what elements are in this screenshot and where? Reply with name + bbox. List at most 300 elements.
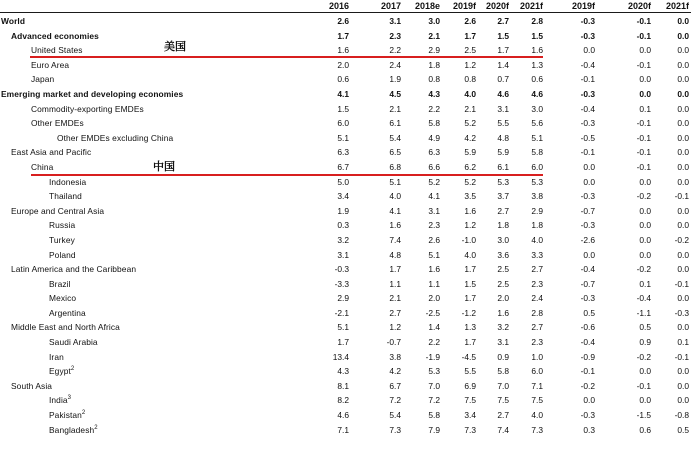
value-cell: 0.0 [677,45,689,56]
value-cell: -2.5 [425,307,440,318]
value-cell: -0.9 [580,351,595,362]
value-cell: -0.3 [580,293,595,304]
value-cell: 2.0 [337,59,349,70]
value-cell: 7.9 [428,424,440,435]
value-cell: 0.5 [583,307,595,318]
footnote-marker: 2 [94,424,98,431]
row-label-text: Argentina [49,307,86,318]
value-cell: 1.6 [337,45,349,56]
row-label [49,248,76,263]
value-cell: 1.4 [428,322,440,333]
value-cell: 1.7 [464,264,476,275]
value-cell: 0.1 [639,103,651,114]
value-cell: 2.9 [531,205,543,216]
table-header [0,0,691,13]
value-cell: -0.1 [636,132,651,143]
value-cell: 0.0 [677,74,689,85]
value-cell: 2.6 [428,234,440,245]
value-cell: 5.4 [389,410,401,421]
value-cell: 4.6 [497,88,509,99]
value-cell: 2.8 [531,307,543,318]
row-label [49,233,75,248]
value-cell: 2.2 [428,103,440,114]
column-header: 2021f [665,1,689,11]
value-cell: -0.1 [636,161,651,172]
value-cell: -0.3 [580,88,595,99]
value-cell: -1.2 [461,307,476,318]
value-cell: 2.3 [531,278,543,289]
value-cell: 4.3 [337,366,349,377]
value-cell: 4.8 [389,249,401,260]
value-cell: 7.5 [464,395,476,406]
row-label-text: Commodity-exporting EMDEs [31,103,144,114]
value-cell: -0.3 [580,410,595,421]
value-cell: -0.4 [580,59,595,70]
row-label-text: Saudi Arabia [49,337,98,348]
row-label-text: Europe and Central Asia [11,205,105,216]
value-cell: 0.0 [677,249,689,260]
value-cell: 5.0 [337,176,349,187]
china-highlight-line [31,174,543,176]
value-cell: 0.0 [677,220,689,231]
value-cell: 7.3 [464,424,476,435]
value-cell: 7.2 [428,395,440,406]
value-cell: 2.6 [337,16,349,26]
value-cell: 7.2 [389,395,401,406]
value-cell: 1.7 [337,30,349,41]
value-cell: 6.0 [531,366,543,377]
value-cell: -0.1 [636,30,651,41]
row-label-text: Euro Area [31,59,70,70]
value-cell: 2.0 [497,293,509,304]
value-cell: 5.1 [337,132,349,143]
value-cell: -0.1 [636,59,651,70]
value-cell: 4.6 [337,410,349,421]
value-cell: 0.0 [677,16,689,26]
value-cell: 0.0 [639,74,651,85]
value-cell: 1.1 [389,278,401,289]
footnote-marker: 3 [67,395,72,402]
row-label-text: Russia [49,220,76,231]
value-cell: 4.6 [531,88,543,99]
row-label-text: World [1,16,26,26]
value-cell: 3.1 [337,249,349,260]
value-cell: -0.3 [580,118,595,129]
column-header: 2019f [571,1,595,11]
value-cell: 2.7 [497,16,509,26]
value-cell: 1.4 [497,59,509,70]
row-label [49,189,82,204]
row-label-text: South Asia [11,380,53,391]
row-label-text: China [31,161,54,172]
value-cell: 7.5 [497,395,509,406]
value-cell: 5.2 [464,176,476,187]
value-cell: 5.1 [428,249,440,260]
value-cell: -0.7 [580,278,595,289]
table-row [0,58,691,73]
value-cell: 2.1 [389,103,401,114]
row-label-text: Poland [49,249,76,260]
value-cell: 4.0 [531,234,543,245]
value-cell: 0.0 [677,205,689,216]
row-label-text: India [49,395,68,406]
row-label [11,29,99,44]
value-cell: 4.2 [464,132,476,143]
value-cell: 0.5 [639,322,651,333]
table-row [0,102,691,117]
value-cell: 0.0 [639,249,651,260]
value-cell: -0.1 [636,118,651,129]
table-row [0,262,691,277]
value-cell: 1.6 [497,307,509,318]
value-cell: 5.6 [531,118,543,129]
value-cell: 0.0 [677,322,689,333]
value-cell: 1.7 [337,337,349,348]
table-row [0,72,691,87]
row-label-text: Other EMDEs [31,118,84,129]
row-label-text: Japan [31,74,55,85]
value-cell: 1.8 [428,59,440,70]
row-label-text: Emerging market and developing economies [1,88,184,99]
value-cell: -0.2 [580,380,595,391]
table-row [0,248,691,263]
row-label [49,350,64,365]
value-cell: 3.1 [497,103,509,114]
value-cell: 5.8 [428,410,440,421]
value-cell: 6.3 [337,147,349,158]
value-cell: 1.6 [531,45,543,56]
value-cell: 3.3 [531,249,543,260]
value-cell: 3.4 [337,191,349,202]
table-row [0,408,691,423]
value-cell: 6.0 [531,161,543,172]
value-cell: 1.7 [464,337,476,348]
value-cell: -1.1 [636,307,651,318]
row-label-text: Iran [49,351,64,362]
value-cell: 2.7 [497,410,509,421]
value-cell: 0.0 [639,220,651,231]
value-cell: 5.8 [428,118,440,129]
value-cell: 2.7 [389,307,401,318]
row-label [57,131,173,146]
row-label-text: Other EMDEs excluding China [57,132,174,143]
value-cell: 8.2 [337,395,349,406]
value-cell: 2.9 [428,45,440,56]
value-cell: 4.2 [389,366,401,377]
row-label-text: Latin America and the Caribbean [11,264,137,275]
value-cell: 0.0 [639,234,651,245]
row-label [1,14,25,29]
row-label-text: Advanced economies [11,30,99,41]
value-cell: 4.5 [389,88,401,99]
column-header: 2018e [414,1,440,11]
value-cell: -0.3 [580,16,595,26]
value-cell: 3.2 [337,234,349,245]
value-cell: 2.7 [531,322,543,333]
value-cell: 0.0 [583,161,595,172]
value-cell: 0.0 [583,176,595,187]
value-cell: 1.3 [464,322,476,333]
row-label-text: Middle East and North Africa [11,322,120,333]
column-header: 2020f [485,1,509,11]
value-cell: 0.0 [677,395,689,406]
value-cell: 7.4 [497,424,509,435]
value-cell: -0.3 [580,191,595,202]
table-row [0,14,691,29]
row-label [49,393,71,408]
value-cell: 2.1 [389,293,401,304]
row-label-text: Indonesia [49,176,87,187]
value-cell: 1.6 [428,264,440,275]
value-cell: 3.0 [497,234,509,245]
us-annotation: 美国 [164,40,186,53]
column-header: 2016 [328,1,349,11]
value-cell: 3.8 [531,191,543,202]
value-cell: -0.2 [636,191,651,202]
value-cell: 1.7 [464,293,476,304]
value-cell: 6.9 [464,380,476,391]
table-row [0,29,691,44]
row-label-text: Bangladesh [49,424,95,435]
value-cell: 1.5 [497,30,509,41]
row-label-text: Turkey [49,234,75,245]
us-highlight-line [30,56,543,58]
value-cell: 2.1 [428,30,440,41]
table-row [0,116,691,131]
value-cell: 2.2 [428,337,440,348]
value-cell: 2.7 [497,205,509,216]
value-cell: 0.6 [639,424,651,435]
value-cell: 5.8 [531,147,543,158]
value-cell: -0.7 [580,205,595,216]
row-label [11,204,104,219]
row-label-text: Brazil [49,278,71,289]
footnote-marker: 2 [70,366,75,373]
china-annotation: 中国 [153,160,175,173]
value-cell: 0.0 [583,45,595,56]
value-cell: 0.0 [677,147,689,158]
value-cell: -0.2 [636,351,651,362]
value-cell: 6.8 [389,161,401,172]
value-cell: 2.8 [531,16,543,26]
table-row [0,175,691,190]
value-cell: 0.0 [583,249,595,260]
value-cell: -0.8 [674,410,689,421]
row-label [31,72,54,87]
value-cell: 5.1 [337,322,349,333]
row-label [49,291,76,306]
value-cell: 4.0 [464,249,476,260]
value-cell: 4.9 [428,132,440,143]
value-cell: -0.1 [674,351,689,362]
table-row [0,145,691,160]
value-cell: 1.7 [497,45,509,56]
value-cell: 4.0 [389,191,401,202]
value-cell: 0.9 [639,337,651,348]
value-cell: 3.4 [464,410,476,421]
value-cell: 2.4 [531,293,543,304]
row-label [1,87,183,102]
value-cell: 0.0 [639,395,651,406]
value-cell: 5.2 [428,176,440,187]
value-cell: 0.0 [639,176,651,187]
value-cell: 1.5 [531,30,543,41]
value-cell: 0.9 [497,351,509,362]
value-cell: -1.9 [425,351,440,362]
value-cell: 5.9 [497,147,509,158]
table-row [0,204,691,219]
table-row [0,291,691,306]
row-label [11,320,120,335]
value-cell: 4.0 [464,88,476,99]
value-cell: -2.6 [580,234,595,245]
row-label [49,408,85,423]
value-cell: 8.1 [337,380,349,391]
value-cell: -0.6 [580,322,595,333]
value-cell: 0.0 [583,395,595,406]
value-cell: -0.4 [580,337,595,348]
value-cell: -0.4 [580,264,595,275]
value-cell: 13.4 [332,351,349,362]
value-cell: 1.7 [464,30,476,41]
value-cell: -0.2 [636,264,651,275]
table-row [0,87,691,102]
value-cell: 1.2 [464,59,476,70]
value-cell: 6.3 [428,147,440,158]
value-cell: 0.3 [337,220,349,231]
value-cell: -0.7 [386,337,401,348]
value-cell: 5.3 [428,366,440,377]
value-cell: 2.3 [531,337,543,348]
value-cell: 0.0 [677,161,689,172]
value-cell: 0.0 [677,30,689,41]
value-cell: 0.6 [337,74,349,85]
row-label [31,58,69,73]
value-cell: 5.2 [464,118,476,129]
value-cell: 4.1 [389,205,401,216]
value-cell: 1.5 [464,278,476,289]
value-cell: 2.1 [464,103,476,114]
value-cell: -0.2 [674,234,689,245]
value-cell: 3.1 [389,16,401,26]
row-label-text: East Asia and Pacific [11,147,92,158]
value-cell: 4.1 [428,191,440,202]
row-label [49,277,71,292]
table-row [0,364,691,379]
value-cell: -0.1 [636,16,651,26]
value-cell: 5.3 [497,176,509,187]
value-cell: 2.6 [464,16,476,26]
column-header: 2019f [452,1,476,11]
value-cell: 3.5 [464,191,476,202]
value-cell: 7.5 [531,395,543,406]
value-cell: -0.1 [636,147,651,158]
value-cell: -0.1 [580,74,595,85]
value-cell: 3.6 [497,249,509,260]
table-row [0,379,691,394]
row-label-text: Thailand [49,191,82,202]
value-cell: -0.3 [580,30,595,41]
value-cell: -0.3 [580,220,595,231]
value-cell: -1.0 [461,234,476,245]
value-cell: -0.5 [580,132,595,143]
value-cell: 1.1 [428,278,440,289]
value-cell: 3.1 [428,205,440,216]
value-cell: 0.8 [464,74,476,85]
value-cell: 0.1 [639,278,651,289]
value-cell: 2.5 [497,278,509,289]
value-cell: 2.7 [531,264,543,275]
value-cell: -0.1 [636,380,651,391]
value-cell: 7.0 [497,380,509,391]
value-cell: 6.2 [464,161,476,172]
value-cell: 6.1 [389,118,401,129]
value-cell: 6.7 [337,161,349,172]
row-label [11,145,91,160]
value-cell: 0.0 [677,59,689,70]
value-cell: -4.5 [461,351,476,362]
value-cell: 0.0 [677,366,689,377]
value-cell: 5.1 [531,132,543,143]
value-cell: 5.1 [389,176,401,187]
value-cell: 3.8 [389,351,401,362]
value-cell: 4.1 [337,88,349,99]
value-cell: 5.5 [464,366,476,377]
row-label [11,379,52,394]
value-cell: 2.2 [389,45,401,56]
table-row [0,233,691,248]
column-header: 2021f [519,1,543,11]
value-cell: -3.3 [334,278,349,289]
value-cell: 2.3 [389,30,401,41]
value-cell: 5.8 [497,366,509,377]
value-cell: 0.0 [677,132,689,143]
table-row [0,335,691,350]
value-cell: -1.5 [636,410,651,421]
value-cell: 2.4 [389,59,401,70]
table-body [0,14,691,437]
value-cell: 2.5 [497,264,509,275]
value-cell: 4.8 [497,132,509,143]
value-cell: 5.9 [464,147,476,158]
column-header: 2017 [380,1,401,11]
value-cell: 0.0 [677,264,689,275]
row-label [49,218,75,233]
value-cell: 1.6 [389,220,401,231]
value-cell: 0.5 [677,424,689,435]
value-cell: 3.7 [497,191,509,202]
value-cell: 0.1 [677,337,689,348]
value-cell: 7.1 [531,380,543,391]
value-cell: 0.0 [677,88,689,99]
column-header: 2020f [627,1,651,11]
row-label-text: Mexico [49,293,77,304]
value-cell: 1.7 [389,264,401,275]
value-cell: 0.0 [639,205,651,216]
value-cell: 1.3 [531,59,543,70]
row-label [31,160,53,175]
table-row [0,218,691,233]
value-cell: 3.0 [531,103,543,114]
value-cell: 7.3 [531,424,543,435]
value-cell: 2.0 [428,293,440,304]
value-cell: 1.2 [389,322,401,333]
value-cell: 6.7 [389,380,401,391]
row-label [49,335,98,350]
value-cell: 4.0 [531,410,543,421]
row-label [11,262,136,277]
value-cell: 0.6 [531,74,543,85]
